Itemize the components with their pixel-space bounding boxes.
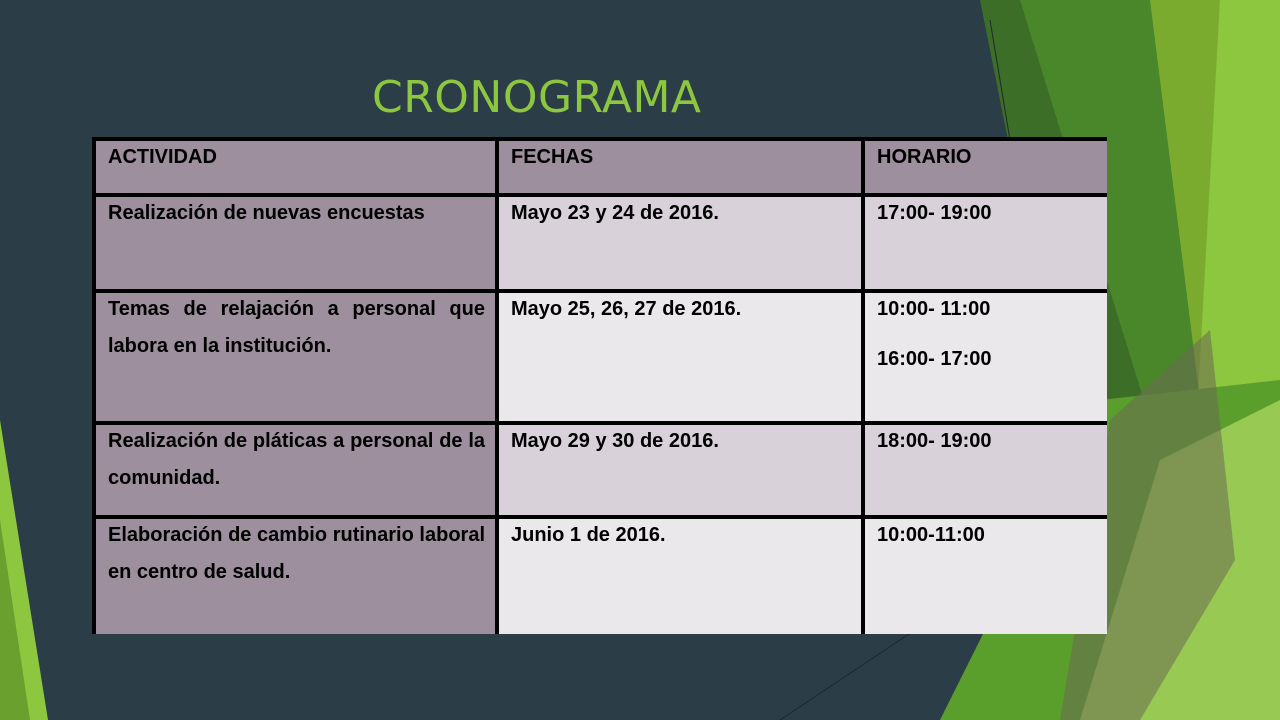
actividad-text: Elaboración de cambio rutinario laboral en centro de salud. [108,524,485,583]
actividad-text: Realización de pláticas a personal de la comunidad. [108,430,485,489]
horario-text: 17:00- 19:00 [877,202,992,224]
horario-text: 10:00-11:00 [877,524,985,546]
cell-horario [863,291,1107,423]
table-row [94,517,1107,634]
table-row [94,423,1107,517]
horario-text: 10:00- 11:00 [877,298,991,320]
table-row [94,195,1107,291]
cell-horario [863,195,1107,291]
schedule-table [92,137,1107,634]
cell-actividad [94,195,497,291]
cell-horario [863,423,1107,517]
actividad-text: Realización de nuevas encuestas [108,202,425,224]
cell-fechas [497,291,863,423]
slide-title: CRONOGRAMA [372,72,702,123]
schedule-table-container [92,137,1107,634]
fechas-text: Mayo 25, 26, 27 de 2016. [511,298,742,320]
cell-fechas [497,423,863,517]
cell-actividad [94,423,497,517]
horario-text: 18:00- 19:00 [877,430,992,452]
fechas-text: Mayo 29 y 30 de 2016. [511,430,719,452]
header-fechas: FECHAS [497,139,863,195]
header-horario: HORARIO [863,139,1107,195]
fechas-text: Junio 1 de 2016. [511,524,666,546]
cell-actividad [94,291,497,423]
actividad-text: Temas de relajación a personal que labora en la institución. [108,298,485,357]
fechas-text: Mayo 23 y 24 de 2016. [511,202,719,224]
cell-fechas [497,517,863,634]
cell-horario [863,517,1107,634]
cell-actividad [94,517,497,634]
header-actividad: ACTIVIDAD [94,139,497,195]
cell-fechas [497,195,863,291]
horario-text: 16:00- 17:00 [877,348,992,370]
table-row [94,291,1107,423]
table-header-row [94,139,1107,195]
